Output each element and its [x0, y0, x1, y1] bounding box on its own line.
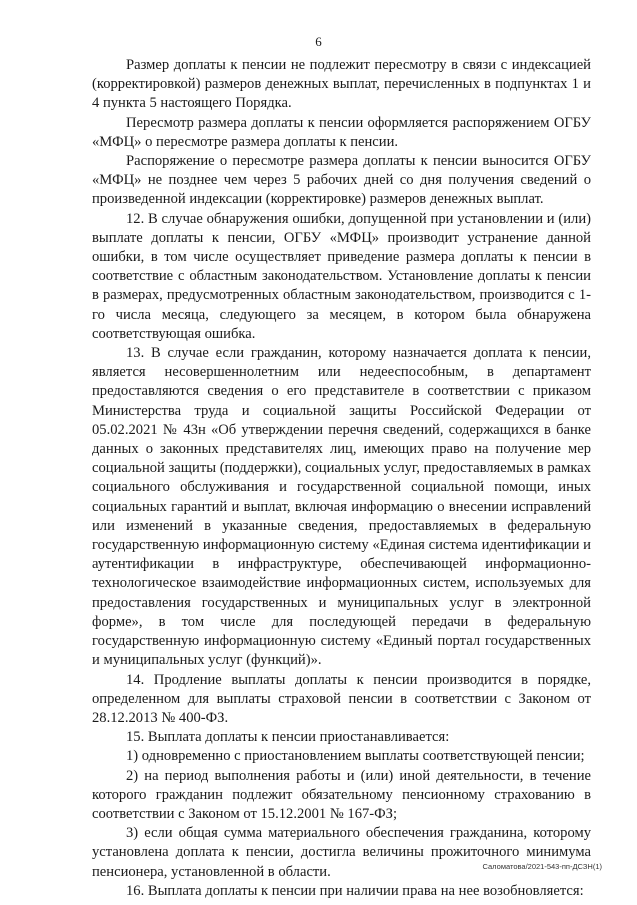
- paragraph-item-16: 16. Выплата доплаты к пенсии при наличии права на нее возобновляется:: [126, 882, 584, 899]
- document-footer-code: Саломатова/2021-543-пп-ДСЗН(1): [482, 862, 602, 871]
- paragraph-recalc-order: Пересмотр размера доплаты к пенсии оформляется распоряжением ОГБУ «МФЦ» о пересмотре размера доплаты к пенсии.: [92, 114, 591, 150]
- paragraph-item-12: 12. В случае обнаружения ошибки, допущенной при установлении и (или) выплате доплаты к пенсии, ОГБУ «МФЦ» производит устранение данной ошибки, в том числе осуществляет приведение размера доплаты к пенсии в соответствие с областным законодательством. Установление доплаты к пенсии в размерах, предусмотренных областным законодательством, производится с 1-го числа месяца, следующего за месяцем, в котором была обнаружена соответствующая ошибка.: [92, 210, 591, 342]
- paragraph-recalc-deadline: Распоряжение о пересмотре размера доплаты к пенсии выносится ОГБУ «МФЦ» не позднее чем через 5 рабочих дней со дня получения сведений о произведенной индексации (корректировке) размеров денежных выплат.: [92, 153, 591, 208]
- document-body: [92, 56, 591, 901]
- paragraph-item-14: 14. Продление выплаты доплаты к пенсии производится в порядке, определенном для выплаты страховой пенсии в соответствии с Законом от 28.12.2013 № 400-ФЗ.: [92, 671, 591, 726]
- paragraph-recalc-not-subject: Размер доплаты к пенсии не подлежит пересмотру в связи с индексацией (корректировкой) размеров денежных выплат, перечисленных в подпунктах 1 и 4 пункта 5 настоящего Порядка.: [92, 57, 591, 112]
- paragraph-item-15: 15. Выплата доплаты к пенсии приостанавливается:: [126, 729, 450, 746]
- paragraph-item-15-1: 1) одновременно с приостановлением выплаты соответствующей пенсии;: [126, 748, 585, 765]
- paragraph-item-15-2: 2) на период выполнения работы и (или) иной деятельности, в течение которого гражданин подлежит обязательному пенсионному страхованию в соответствии с Законом от 15.12.2001 № 167-ФЗ;: [92, 767, 591, 822]
- paragraph-item-13: 13. В случае если гражданин, которому назначается доплата к пенсии, является несовершеннолетним или недееспособным, в департамент предоставляются сведения о его представителе в соответствии с приказом Министерства труда и социальной защиты Российской Федерации от 05.02.2021 № 43н «Об утверждении перечня сведений, содержащихся в банке данных о законных представителях лиц, имеющих право на получение мер социальной защиты (поддержки), социальных услуг, предоставляемых в рамках социального обслуживания и государственной социальной помощи, иных социальных гарантий и выплат, включая информацию о внесении исправлений или изменений в указанные сведения, предоставляемых в федеральную государственную информационную систему «Единая система идентификации и аутентификации в инфраструктуре, обеспечивающей информационно-технологическое взаимодействие информационных систем, используемых для предоставления государственных и муниципальных услуг в электронной форме», в том числе для последующей передачи в федеральную государственную информационную систему «Единый портал государственных и муниципальных услуг (функций)».: [92, 345, 591, 669]
- paragraph-item-15-3: 3) если общая сумма материального обеспечения гражданина, которому установлена доплата к пенсии, достигла величины прожиточного минимума пенсионера, установленной в области.: [92, 825, 591, 880]
- page-number: 6: [315, 34, 322, 49]
